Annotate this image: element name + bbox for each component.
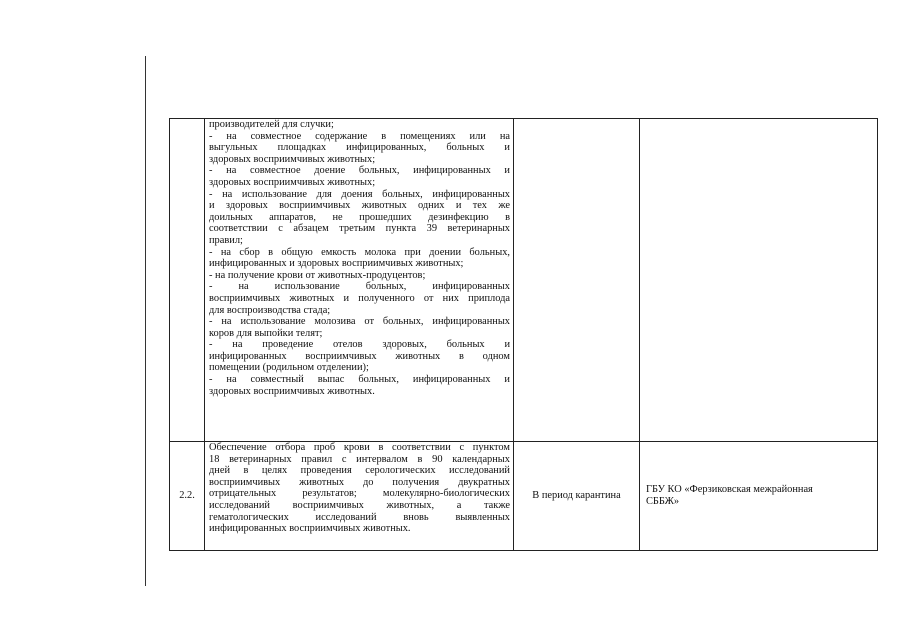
description-line: - на совместный выпас больных, инфицированных и (209, 374, 510, 386)
description-line: - на совместное доение больных, инфицированных и (209, 165, 510, 177)
description-line: - на использование молозива от больных, инфицированных (209, 316, 510, 328)
responsible-cell (640, 442, 878, 551)
description-line: инфицированных восприимчивых животных. (209, 523, 411, 535)
measures-table (169, 118, 878, 551)
description-line: восприимчивых животных и полученного от них приплода (209, 292, 510, 304)
description-line: 18 ветеринарных правил с интервалом в 90 календарных (209, 453, 510, 465)
description-line: здоровых восприимчивых животных; (209, 176, 376, 188)
description-line: - на сбор в общую емкость молока при доении больных, (209, 246, 510, 258)
term-cell: В период карантина (514, 442, 640, 551)
description-line: инфицированных и здоровых восприимчивых животных; (209, 258, 464, 270)
description-line: здоровых восприимчивых животных. (209, 385, 375, 397)
description-line: дней в целях проведения серологических исследований (209, 465, 510, 477)
description-line: восприимчивых животных до получения двукратных (209, 476, 510, 488)
description-line: соответствии с абзацем третьим пункта 39 ветеринарных (209, 223, 510, 235)
measure-description-cell (205, 119, 514, 442)
row-number-cell: 2.2. (170, 442, 205, 551)
description-line: здоровых восприимчивых животных; (209, 153, 376, 165)
description-line: производителей для случки; (209, 119, 334, 130)
description-line: правил; (209, 234, 243, 246)
responsible-cell (640, 119, 878, 442)
page-margin-line (145, 56, 146, 586)
responsible-line: СББЖ» (646, 496, 680, 507)
description-line: Обеспечение отбора проб крови в соответствии с пунктом (209, 442, 510, 453)
description-line: - на получение крови от животных-продуцентов; (209, 269, 426, 281)
row-number-cell (170, 119, 205, 442)
description-line: исследований восприимчивых животных, а также (209, 499, 510, 511)
description-line: инфицированных восприимчивых животных в одном (209, 350, 510, 362)
description-line: выгульных площадках инфицированных, больных и (209, 142, 510, 154)
responsible-line: ГБУ КО «Ферзиковская межрайонная (646, 484, 813, 496)
description-line: - на совместное содержание в помещениях или на (209, 130, 510, 142)
description-line: коров для выпойки телят; (209, 327, 323, 339)
description-line: доильных аппаратов, не прошедших дезинфекцию в (209, 211, 510, 223)
measure-description-cell (205, 442, 514, 551)
description-line: гематологических исследований вновь выявленных (209, 511, 510, 523)
description-line: и здоровых восприимчивых животных одних и тех же (209, 200, 510, 212)
table-row (170, 442, 878, 551)
description-line: - на проведение отелов здоровых, больных и (209, 339, 510, 351)
description-line: помещении (родильном отделении); (209, 362, 369, 374)
description-line: - на использование для доения больных, инфицированных (209, 188, 510, 200)
term-cell (514, 119, 640, 442)
description-line: отрицательных результатов; молекулярно-биологических (209, 488, 510, 500)
description-line: - на использование больных, инфицированных (209, 281, 510, 293)
table-row (170, 119, 878, 442)
description-line: для воспроизводства стада; (209, 304, 331, 316)
